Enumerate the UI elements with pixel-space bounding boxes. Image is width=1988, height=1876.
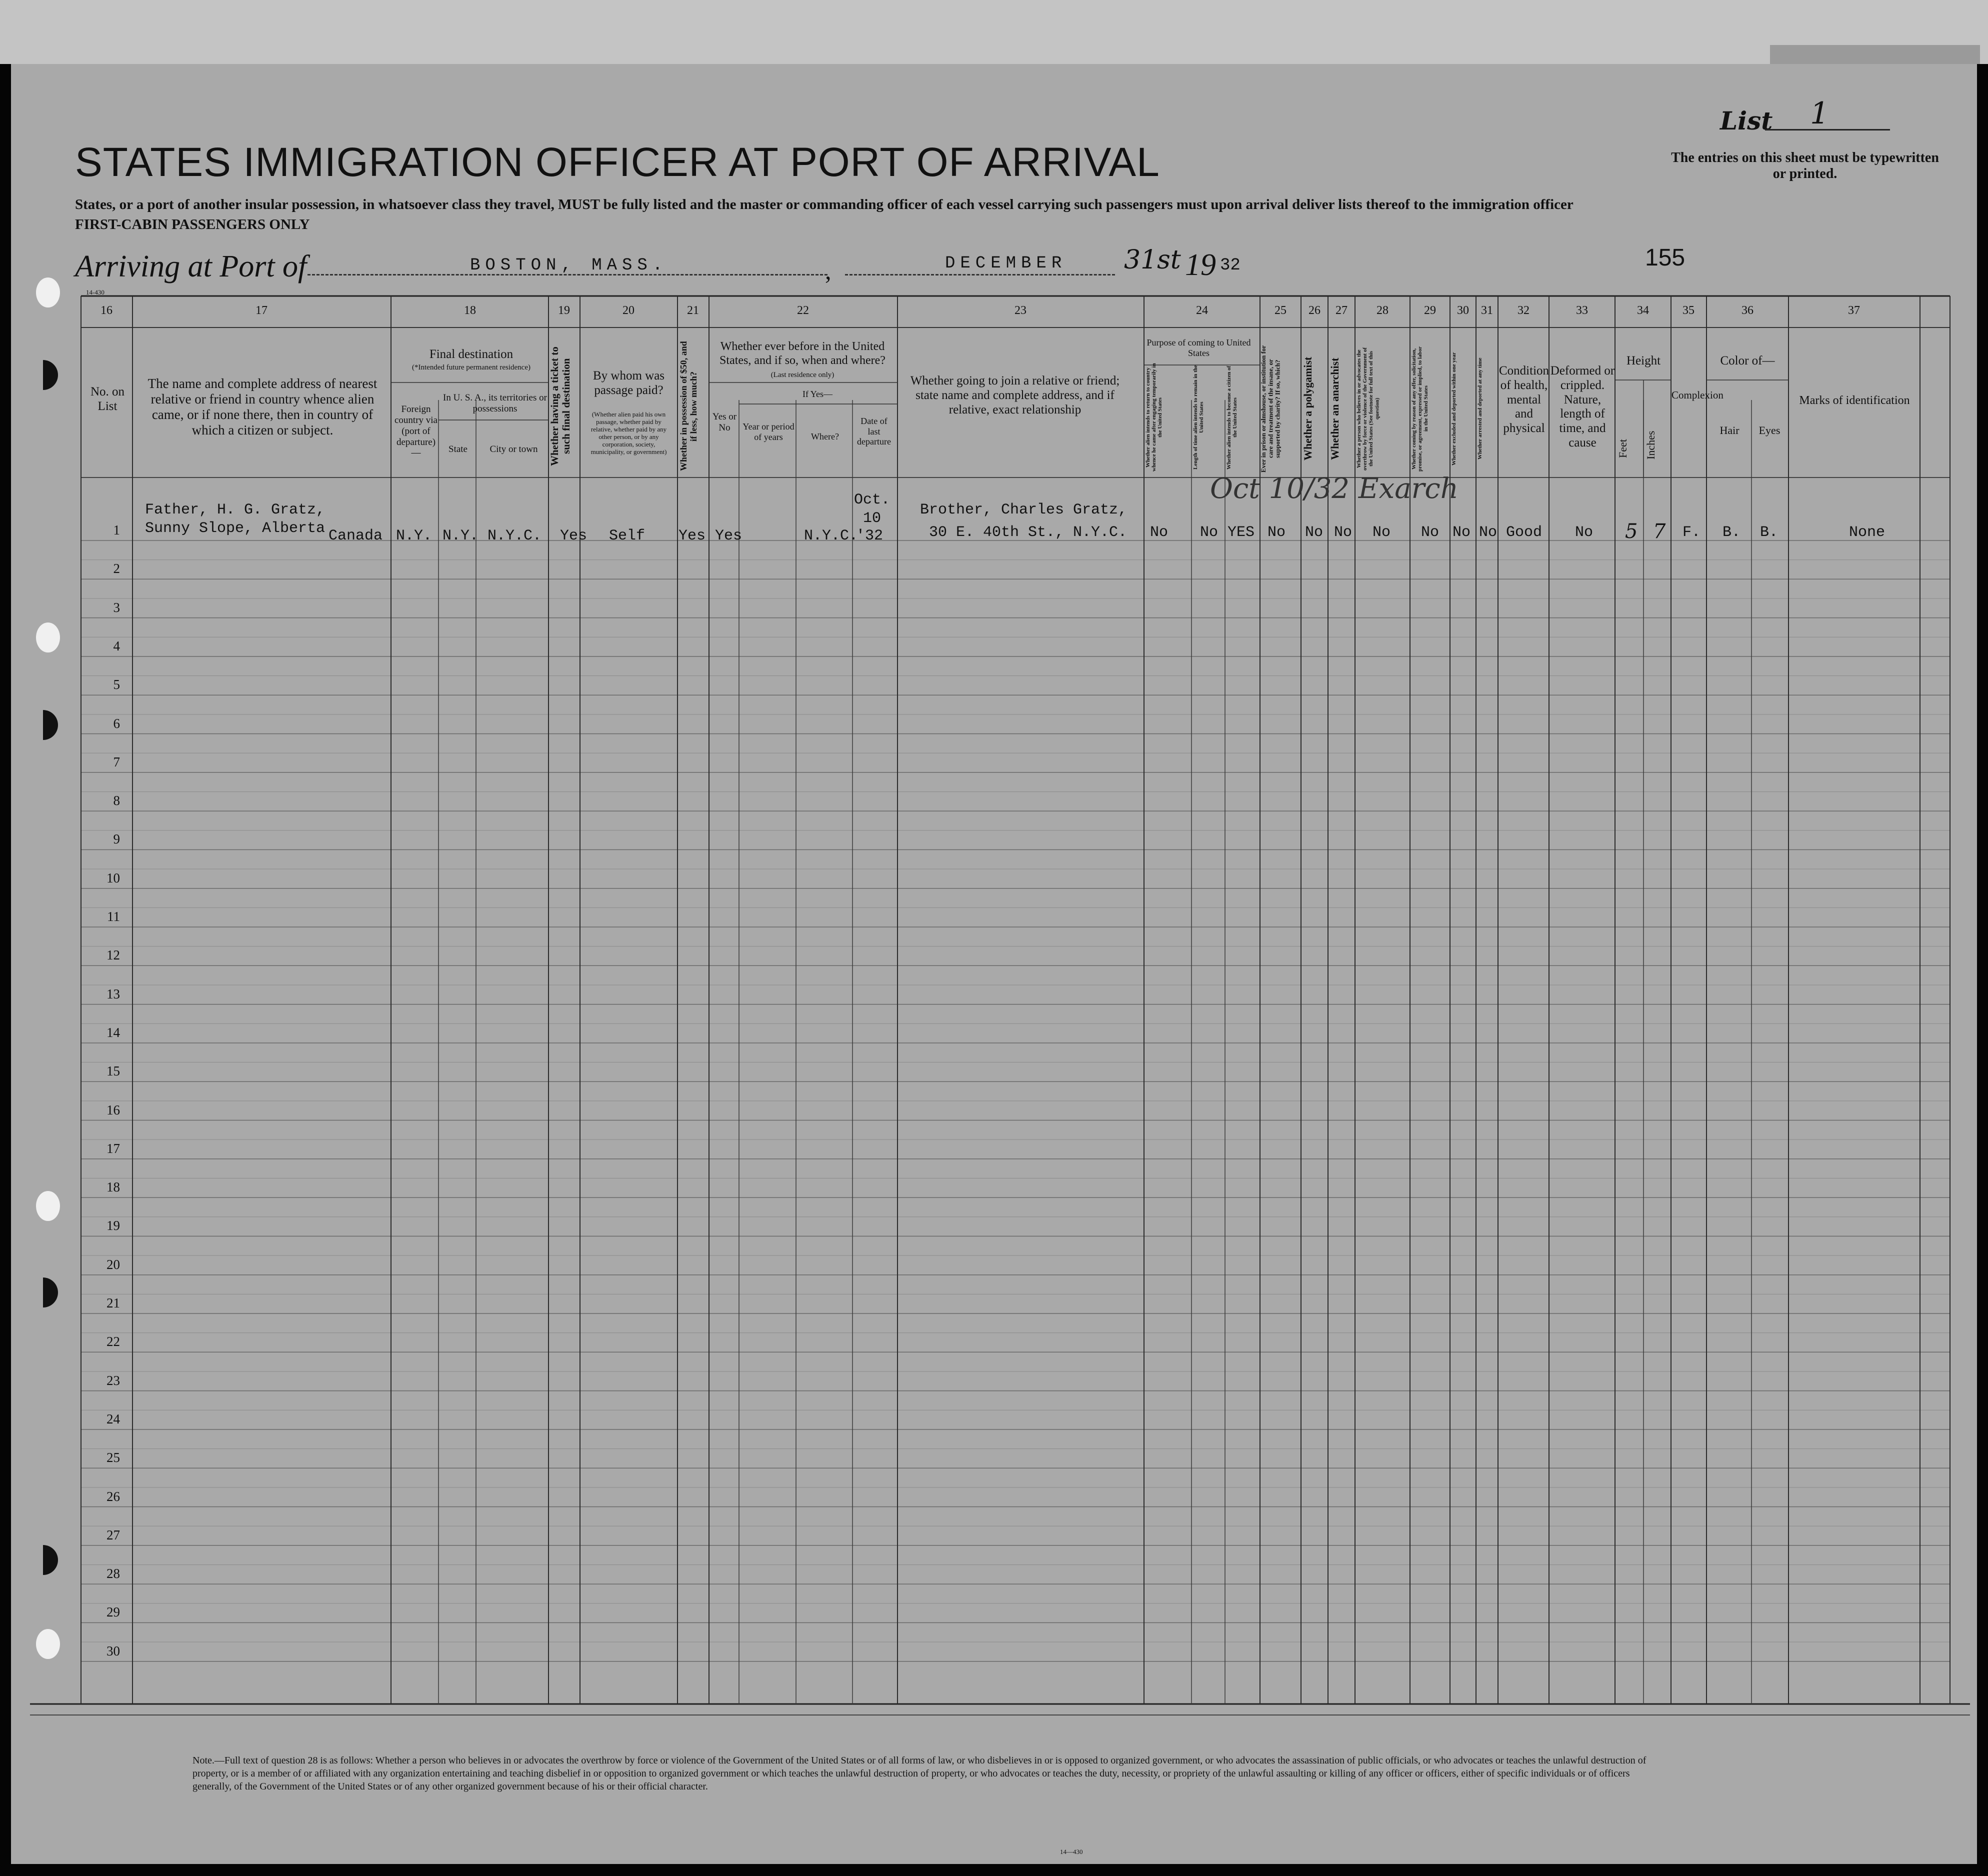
footnote-code: 14—430 — [1060, 1848, 1083, 1856]
row-number: 9 — [113, 832, 120, 847]
header-eyes: Eyes — [1758, 424, 1780, 436]
column-number: 27 — [1336, 304, 1348, 317]
header-year-or-period: Year or period of years — [742, 422, 794, 442]
column-number: 20 — [622, 304, 634, 317]
column-number: 28 — [1376, 304, 1388, 317]
entry-purpose-a: No — [1150, 524, 1168, 541]
column-number: 31 — [1481, 304, 1493, 317]
row-number: 18 — [106, 1180, 120, 1195]
row-number: 14 — [106, 1024, 120, 1040]
header-purpose-c: Whether alien intends to become a citizen of the United States — [1226, 366, 1238, 470]
row-number: 26 — [106, 1488, 120, 1504]
header-state: State — [448, 444, 468, 454]
header-ticket: Whether having a ticket to such final destination — [548, 346, 572, 466]
header-ever-before: Whether ever before in the United States, and if so, when and where? — [720, 340, 886, 367]
page-title: STATES IMMIGRATION OFFICER AT PORT OF ARRIVAL — [75, 140, 1160, 185]
entry-anarchist: No — [1334, 524, 1352, 541]
entry-city: N.Y.C. — [488, 528, 542, 544]
row-number: 22 — [106, 1334, 120, 1350]
page-number: 155 — [1645, 244, 1686, 271]
subtitle: States, or a port of another insular possession, in whatsoever class they travel, MUST be fully listed and the master or commanding officer of each vessel carrying such passengers must upon arrival deliver lists thereof to the immigration officer — [75, 196, 1574, 212]
entry-joining-line2: 30 E. 40th St., N.Y.C. — [929, 524, 1128, 541]
header-purpose-a: Whether alien intends to return to country whence he came after engaging temporarily in the United States — [1145, 363, 1164, 472]
header-no-on-list: No. on List — [90, 385, 125, 413]
entry-departure-line3: '32 — [856, 528, 884, 544]
column-number: 17 — [256, 304, 268, 317]
header-offer: Whether coming by reason of any offer, solicitation, promise, or agreement, expressed or implied, to labor in the United States — [1411, 346, 1430, 472]
column-number: 34 — [1637, 304, 1649, 317]
typewritten-instruction: The entries on this sheet must be typewritten or printed. — [1671, 150, 1939, 182]
header-hair: Hair — [1720, 424, 1740, 436]
handwritten-annotation: Oct 10/32 Exarch — [1210, 472, 1458, 505]
column-number: 18 — [464, 304, 476, 317]
list-value: 1 — [1810, 96, 1830, 131]
form-code: 14-430 — [86, 288, 104, 296]
row-number: 16 — [106, 1102, 120, 1118]
entry-prison: No — [1268, 524, 1286, 541]
row-number: 4 — [113, 638, 120, 654]
column-number: 30 — [1457, 304, 1469, 317]
class-line: FIRST-CABIN PASSENGERS ONLY — [75, 216, 310, 232]
header-final-destination-note: (*Intended future permanent residence) — [412, 364, 530, 372]
header-city: City or town — [490, 444, 538, 454]
row-number: 6 — [113, 716, 120, 731]
entry-possession: Yes — [678, 528, 706, 544]
column-number: 16 — [100, 304, 112, 317]
column-number: 23 — [1014, 304, 1026, 317]
entry-marks: None — [1849, 524, 1886, 541]
header-purpose-b: Length of time alien intends to remain in the United States — [1192, 365, 1205, 470]
header-height: Height — [1626, 354, 1661, 368]
header-nearest-relative: The name and complete address of nearest relative or friend in country whence alien came, or if none there, then in country of which a citizen or subject. — [148, 376, 378, 438]
year-prefix: 19 — [1185, 248, 1216, 282]
row-number: 2 — [113, 561, 120, 576]
entry-polygamist: No — [1305, 524, 1324, 541]
header-anarchist: Whether an anarchist — [1328, 358, 1341, 460]
year-suffix: 32 — [1220, 256, 1240, 275]
header-deformed: Deformed or crippled. Nature, length of time, and cause — [1550, 364, 1615, 450]
column-number: 19 — [558, 304, 570, 317]
entry-departure-line2: 10 — [863, 510, 882, 527]
header-excluded: Whether excluded and deported within one year — [1451, 352, 1457, 466]
header-final-destination: Final destination — [429, 348, 514, 361]
header-overthrow: Whether a person who believes in or advocates the overthrow by force or violence of the Government of the United States (See footnote for full text of this question) — [1356, 347, 1380, 470]
header-condition: Condition of health, mental and physical — [1499, 364, 1550, 435]
column-number: 21 — [687, 304, 699, 317]
row-number: 8 — [113, 793, 120, 808]
column-number: 25 — [1274, 304, 1286, 317]
entry-relative-line2: Sunny Slope, Alberta — [145, 520, 326, 537]
row-number: 7 — [113, 754, 120, 770]
header-passage-paid-note: (Whether alien paid his own passage, whether paid by relative, whether paid by any other person, or by any corporation, society, municipality, or government) — [590, 410, 667, 456]
header-prison: Ever in prison or almshouse, or institution for care and treatment of the insane, or supported by charity? If so, which? — [1260, 345, 1282, 472]
column-number: 22 — [797, 304, 809, 317]
header-color-of: Color of— — [1720, 354, 1775, 368]
entry-purpose-b: No — [1200, 524, 1218, 541]
header-purpose: Purpose of coming to United States — [1146, 338, 1251, 358]
entry-complexion: F. — [1682, 524, 1701, 541]
row-number: 27 — [106, 1527, 120, 1542]
entry-excluded: No — [1452, 524, 1471, 541]
row-number: 13 — [106, 986, 120, 1002]
entry-ever-before: Yes — [715, 528, 742, 544]
entry-condition: Good — [1506, 524, 1542, 541]
entry-passage: Self — [609, 528, 646, 544]
entry-overthrow: No — [1372, 524, 1391, 541]
header-complexion: Complexion — [1672, 389, 1724, 401]
header-date-last-departure: Date of last departure — [857, 416, 891, 447]
header-yes-or-no: Yes or No — [712, 412, 737, 433]
row-number: 20 — [106, 1256, 120, 1272]
row-number: 3 — [113, 600, 120, 615]
entry-eyes: B. — [1760, 524, 1778, 541]
column-number: 32 — [1518, 304, 1530, 317]
entry-inches: 7 — [1653, 520, 1666, 543]
header-arrested: Whether arrested and deported at any time — [1477, 358, 1483, 460]
row-number: 24 — [106, 1411, 120, 1426]
header-feet: Feet — [1616, 439, 1629, 458]
list-underline — [1765, 129, 1890, 130]
header-polygamist: Whether a polygamist — [1302, 356, 1314, 461]
header-in-usa: In U. S. A., its territories or possessions — [443, 392, 547, 414]
header-inches: Inches — [1644, 430, 1657, 460]
day: 31st — [1124, 245, 1181, 275]
row-number: 23 — [106, 1372, 120, 1388]
row-number: 5 — [113, 677, 120, 692]
arriving-label: Arriving at Port of — [75, 250, 307, 284]
row-number: 19 — [106, 1218, 120, 1234]
header-possession-50: Whether in possession of $50, and if less, how much? — [678, 341, 698, 472]
entry-via: N.Y. — [396, 528, 432, 544]
month: DECEMBER — [945, 254, 1067, 273]
entry-purpose-c: YES — [1228, 524, 1255, 541]
date-underline — [845, 274, 1115, 276]
header-where: Where? — [811, 432, 839, 442]
row-number: 12 — [106, 948, 120, 963]
header-passage-paid: By whom was passage paid? — [592, 369, 665, 397]
row-number: 1 — [113, 522, 120, 538]
row-number: 17 — [106, 1140, 120, 1156]
entry-offer: No — [1421, 524, 1440, 541]
row-number: 25 — [106, 1450, 120, 1466]
header-foreign-country: Foreign country via (port of departure)— — [394, 404, 438, 458]
row-number: 15 — [106, 1064, 120, 1079]
entry-state: N.Y. — [442, 528, 479, 544]
row-number: 28 — [106, 1566, 120, 1582]
port-name: BOSTON, MASS. — [470, 256, 668, 275]
entry-feet: 5 — [1625, 520, 1638, 543]
header-joining-relative: Whether going to join a relative or friend; state name and complete address, and if relative, exact relationship — [910, 374, 1120, 416]
list-label: List — [1720, 106, 1773, 136]
row-number: 21 — [106, 1296, 120, 1310]
entry-deformed: No — [1575, 524, 1594, 541]
entry-joining-line1: Brother, Charles Gratz, — [920, 502, 1128, 518]
header-if-yes: If Yes— — [802, 389, 832, 399]
header-ever-before-note: (Last residence only) — [770, 371, 834, 379]
entry-relative-line1: Father, H. G. Gratz, — [145, 502, 326, 518]
port-comma: , — [825, 256, 832, 284]
row-number: 10 — [106, 870, 120, 886]
row-number: 11 — [107, 909, 120, 924]
entry-foreign-country: Canada — [328, 528, 383, 544]
column-number: 36 — [1742, 304, 1754, 317]
row-number: 29 — [106, 1604, 120, 1620]
header-marks: Marks of identification — [1799, 394, 1910, 407]
entry-arrested: No — [1479, 524, 1498, 541]
column-number: 35 — [1682, 304, 1694, 317]
entry-ticket: Yes — [560, 528, 588, 544]
column-number: 29 — [1424, 304, 1436, 317]
row-number: 30 — [106, 1643, 120, 1658]
entry-where: N.Y.C. — [804, 528, 858, 544]
column-number: 24 — [1196, 304, 1208, 317]
entry-departure-line1: Oct. — [854, 492, 890, 508]
footnote: Note.—Full text of question 28 is as follows: Whether a person who believes in or advocates the overthrow by force or violence of the Government of the United States or of all forms of law, or who disbelieves in or is opposed to organized government, or who advocates the assassination of public officials, or who advocates or teaches the unlawful destruction of property, or is a member of or affiliated with any organization entertaining and teaching disbelief in or opposition to organized government or which teaches the unlawful destruction of property, or who advocates or teaches the duty, necessity, or propriety of the unlawful assaulting or killing of any officer or officers, either of specific individuals or of officers generally, of the Government of the United States or of any other organized government because of his or their official character. — [192, 1755, 1646, 1792]
entry-hair: B. — [1722, 524, 1741, 541]
column-number: 37 — [1848, 304, 1860, 317]
column-number: 26 — [1308, 304, 1320, 317]
column-number: 33 — [1576, 304, 1588, 317]
